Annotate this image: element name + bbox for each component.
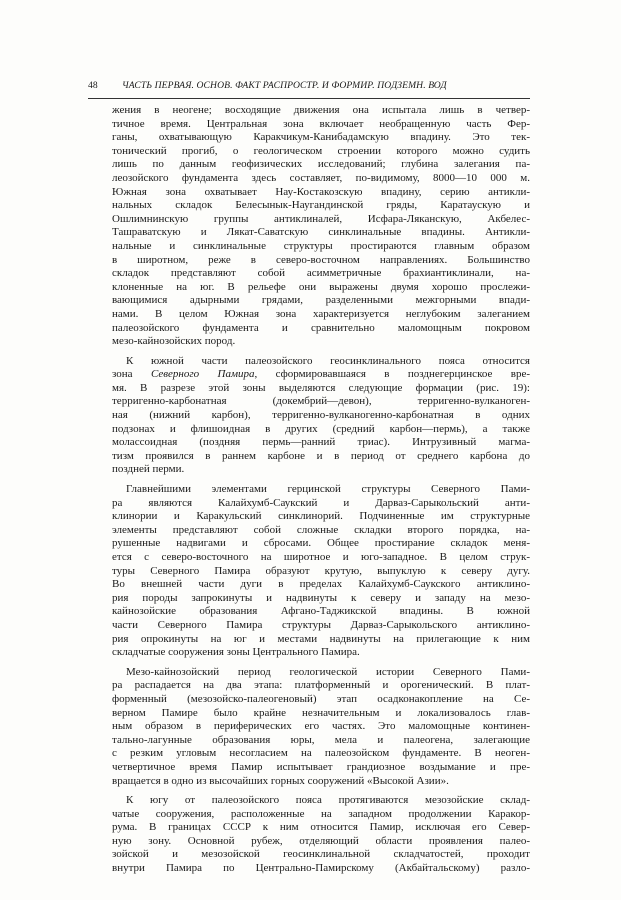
text-line: складок представляют собой асимметричные брахиантиклинали, на- <box>112 267 530 280</box>
zone-name-emphasis: Северного Памира <box>150 368 255 381</box>
text-line: элементы представляют собой сложные складки второго порядка, на- <box>112 523 530 536</box>
text-line: вращается в одно из высочайших горных сооружений «Высокой Азии». <box>112 774 449 787</box>
text-line: леозойского фундамента здесь составляет, по-видимому, 8000—10 000 м. <box>112 171 530 184</box>
text-line-with-emphasis <box>112 368 530 382</box>
text-line: внутри Памира по Центрально-Памирскому (Акбайтальскому) разло- <box>112 862 530 875</box>
text-line: части Северного Памира структуры Дарваз-Сарыкольского антиклино- <box>112 618 530 631</box>
text-line: кайнозойские образования Афгано-Таджикской впадины. В южной <box>112 605 530 618</box>
text-line: нальных складок Белесынык-Наугандинской гряды, Каратаускую и <box>112 199 530 212</box>
text-line: мя. В разрезе этой зоны выделяются следующие формации (рис. 19): <box>112 381 530 394</box>
text-line: с резким угловым несогласием на палеозойском фундаменте. В неоген- <box>112 747 530 760</box>
text-line: Ташраватскую и Лякат-Саватскую синклинальные впадины. Антикли- <box>112 226 530 239</box>
text-line: зойской и мезозойской геосинклинальной складчатостей, проходит <box>112 848 530 861</box>
paragraph-2 <box>112 355 530 477</box>
text-segment: , сформировавшаяся в позднегерцинское вре- <box>254 368 530 381</box>
running-head <box>88 80 530 96</box>
text-line: вающимися адырными грядами, разделенными межгорными впади- <box>112 294 530 307</box>
text-line: тально-лагунные образования юры, мела и палеогена, залегающие <box>112 733 530 746</box>
text-line: рума. В границах СССР к ним относится Памир, исключая его Север- <box>112 821 530 834</box>
text-line: тичное время. Центральная зона включает необращенную часть Фер- <box>112 117 530 130</box>
text-line: ра являются Калайхумб-Саукский и Дарваз-Сарыкольский анти- <box>112 496 530 509</box>
text-line: Ошлимнинскую группы антиклиналей, Исфара-Ляканскую, Акбелес- <box>112 212 530 225</box>
text-line: мезо-кайнозойских пород. <box>112 335 236 348</box>
text-line: верном Памире было крайне незначительным и локализовалось глав- <box>112 706 530 719</box>
text-segment: зона <box>112 368 151 381</box>
text-line: нальные и синклинальные структуры простираются главным образом <box>112 239 530 252</box>
header-rule <box>88 98 530 99</box>
text-line: тизм проявился в раннем карбоне и в период от среднего карбона до <box>112 449 530 462</box>
text-line: тонический прогиб, о геологическом строении которого можно судить <box>112 144 530 157</box>
text-line: К югу от палеозойского пояса протягиваются мезозойские склад- <box>126 794 530 807</box>
text-line: рушенные надвигами и сбросами. Общее простирание складок меня- <box>112 537 530 550</box>
text-line: Главнейшими элементами герцинской структуры Северного Пами- <box>126 483 530 496</box>
text-line: Во внешней части дуги в пределах Калайхумб-Саукского антиклино- <box>112 578 530 591</box>
text-line: нами. В целом Южная зона характеризуется неглубоким залеганием <box>112 307 530 320</box>
text-line: терригенно-карбонатная (докембрий—девон), терригенно-вулканоген- <box>112 395 530 408</box>
text-line: рия опрокинуты на юг и местами надвинуты на прилегающие к ним <box>112 632 530 645</box>
body-text <box>112 104 530 882</box>
text-line: в широтном, реже в северо-восточном направлениях. Большинство <box>112 253 530 266</box>
text-line: четвертичное время Памир испытывает грандиозное воздымание и пре- <box>112 760 530 773</box>
text-line: жения в неогене; восходящие движения она испытала лишь в четвер- <box>112 104 530 116</box>
paragraph-1 <box>112 104 530 349</box>
paragraph-5 <box>112 794 530 876</box>
text-line: Южная зона охватывает Нау-Костакозскую впадину, серию антикли- <box>112 185 530 198</box>
text-line: К южной части палеозойского геосинклинального пояса относится <box>126 354 530 367</box>
text-line: клинории и Каракульский синклинорий. Подчиненные им структурные <box>112 510 530 523</box>
text-line: чатые сооружения, расположенные на западном продолжении Каракор- <box>112 807 530 820</box>
page-number: 48 <box>88 80 98 91</box>
paragraph-4 <box>112 666 530 788</box>
text-line: туры Северного Памира образуют крутую, выпуклую к северу дугу. <box>112 564 530 577</box>
text-line: рия породы запрокинуты и надвинуты к северу и западу на мезо- <box>112 591 530 604</box>
text-line: поздней перми. <box>112 463 185 476</box>
text-line: ра распадается на два этапа: платформенный и орогенический. В плат- <box>112 679 530 692</box>
text-line: молассоидная (поздняя пермь—ранний триас). Интрузивный магма- <box>112 436 530 449</box>
text-line: лишь по данным геофизических исследований; глубина залегания па- <box>112 158 530 171</box>
text-line: ную зону. Основной рубеж, отделяющий области проявления палео- <box>112 834 530 847</box>
running-title: ЧАСТЬ ПЕРВАЯ. ОСНОВ. ФАКТ РАСПРОСТР. И ФОРМИР. ПОДЗЕМН. ВОД <box>122 80 447 91</box>
text-line: Мезо-кайнозойский период геологической истории Северного Пами- <box>126 665 530 678</box>
text-line: ная (нижний карбон), терригенно-вулканогенно-карбонатная в одних <box>112 409 530 422</box>
text-line: клоненные на юг. В рельефе они выражены двумя хорошо прослежи- <box>112 280 530 293</box>
text-line: ным образом в периферических его частях. Это маломощные континен- <box>112 720 530 733</box>
text-line: подзонах и флишоидная в других (средний карбон—пермь), а также <box>112 422 530 435</box>
text-line: складчатые сооружения зоны Центрального Памира. <box>112 646 360 659</box>
text-line: ганы, охватывающую Каракчикум-Канибадамскую впадину. Это тек- <box>112 131 530 144</box>
paragraph-3 <box>112 483 530 660</box>
text-line: форменный (мезозойско-палеогеновый) этап осадконакопление на Се- <box>112 692 530 705</box>
text-line: ется с северо-восточного на широтное и юго-западное. В целом струк- <box>112 551 530 563</box>
text-line: палеозойского фундамента и сравнительно маломощным покровом <box>112 321 530 334</box>
